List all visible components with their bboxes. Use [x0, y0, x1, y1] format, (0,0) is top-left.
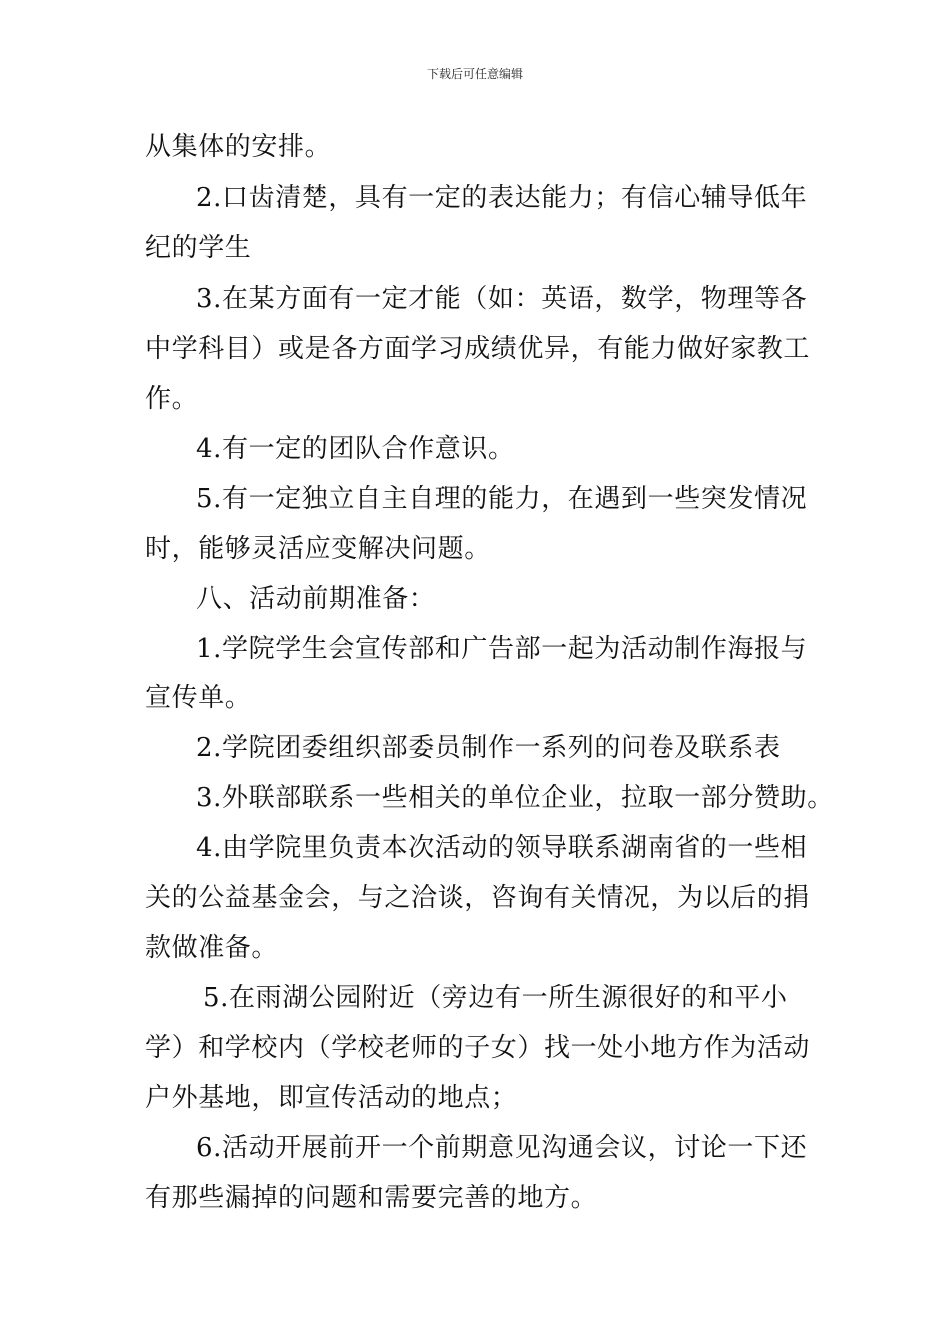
text-line: 有那些漏掉的问题和需要完善的地方。	[145, 1183, 598, 1213]
text-line: 5.有一定独立自主自理的能力，在遇到一些突发情况	[196, 484, 808, 514]
text-line: 3.在某方面有一定才能（如：英语，数学，物理等各	[196, 284, 808, 314]
text-line: 3.外联部联系一些相关的单位企业，拉取一部分赞助。	[196, 783, 834, 813]
page-header-note: 下载后可任意编辑	[426, 67, 523, 81]
text-line: 4.由学院里负责本次活动的领导联系湖南省的一些相	[196, 833, 808, 863]
text-line: 学）和学校内（学校老师的子女）找一处小地方作为活动	[145, 1033, 811, 1063]
text-line: 中学科目）或是各方面学习成绩优异，有能力做好家教工	[145, 334, 811, 364]
text-line: 宣传单。	[145, 683, 252, 713]
text-line: 款做准备。	[145, 933, 279, 963]
text-line: 6.活动开展前开一个前期意见沟通会议，讨论一下还	[196, 1133, 808, 1163]
text-line: 关的公益基金会，与之洽谈，咨询有关情况，为以后的捐	[145, 883, 811, 913]
text-line: 4.有一定的团队合作意识。	[196, 434, 515, 464]
text-line: 时，能够灵活应变解决问题。	[145, 534, 491, 564]
text-line: 1.学院学生会宣传部和广告部一起为活动制作海报与	[196, 634, 808, 664]
text-line: 5.在雨湖公园附近（旁边有一所生源很好的和平小	[203, 983, 788, 1013]
text-line: 户外基地，即宣传活动的地点；	[145, 1083, 518, 1113]
section-heading: 八、活动前期准备：	[196, 584, 436, 614]
text-line: 纪的学生	[145, 233, 252, 263]
text-line: 作。	[145, 384, 199, 414]
text-line: 2.口齿清楚，具有一定的表达能力；有信心辅导低年	[196, 183, 808, 213]
text-line: 2.学院团委组织部委员制作一系列的问卷及联系表	[196, 733, 781, 763]
text-line: 从集体的安排。	[145, 132, 332, 162]
